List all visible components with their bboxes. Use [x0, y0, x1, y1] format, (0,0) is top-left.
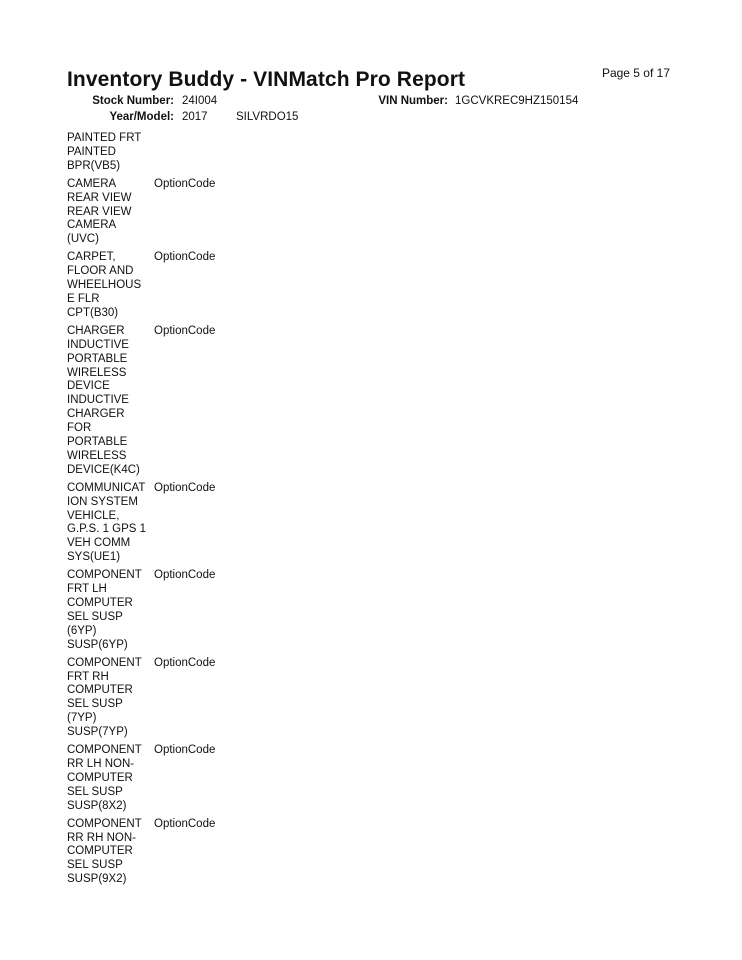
option-item: [67, 178, 267, 248]
option-description-line: REAR VIEW: [67, 205, 132, 218]
option-description-line: INDUCTIVE: [67, 338, 129, 351]
option-list: [67, 132, 267, 891]
option-description-line: (7YP): [67, 712, 97, 725]
option-description: [67, 818, 154, 888]
option-description-line: FRT RH: [67, 670, 109, 683]
stock-number-label: Stock Number:: [92, 95, 174, 107]
option-description-line: WHEELHOUS: [67, 279, 142, 292]
option-description-line: BPR(VB5): [67, 159, 121, 172]
stock-number-value: 24I004: [182, 95, 218, 107]
option-item: [67, 744, 267, 814]
option-item: [67, 132, 267, 174]
option-item: [67, 818, 267, 888]
option-description: [67, 657, 154, 740]
option-description: [67, 325, 154, 478]
option-description-line: ION SYSTEM: [67, 495, 138, 508]
option-description-line: SUSP(9X2): [67, 873, 127, 886]
option-description-line: RR LH NON-: [67, 757, 135, 770]
option-description-line: PORTABLE: [67, 436, 128, 449]
option-description-line: COMPONENT: [67, 744, 142, 757]
option-description-line: SUSP(6YP): [67, 638, 128, 651]
option-description-line: DEVICE: [67, 380, 110, 393]
option-description-line: CAMERA: [67, 177, 117, 190]
option-description-line: PAINTED FRT: [67, 132, 142, 144]
option-item: [67, 569, 267, 652]
option-description-line: FLOOR AND: [67, 265, 134, 278]
option-description-line: FOR: [67, 422, 92, 435]
option-description-line: COMPUTER: [67, 845, 133, 858]
option-code: OptionCode: [154, 481, 216, 494]
option-description-line: DEVICE(K4C): [67, 463, 140, 476]
vin-number-value: 1GCVKREC9HZ150154: [455, 95, 579, 107]
option-code: OptionCode: [154, 744, 216, 757]
option-item: [67, 482, 267, 565]
option-code: OptionCode: [154, 251, 216, 264]
option-description-line: SEL SUSP: [67, 785, 123, 798]
vin-number-label: VIN Number:: [378, 95, 448, 107]
year-model-label: Year/Model:: [109, 111, 174, 123]
option-code: OptionCode: [154, 656, 216, 669]
option-description-line: RR RH NON-: [67, 831, 136, 844]
option-description-line: SUSP(8X2): [67, 799, 127, 812]
option-description-line: PAINTED: [67, 145, 116, 158]
option-description-line: COMPUTER: [67, 684, 133, 697]
option-description-line: COMPUTER: [67, 771, 133, 784]
option-description: [67, 482, 154, 565]
option-description-line: COMPUTER: [67, 597, 133, 609]
option-description: [67, 132, 154, 174]
option-description-line: G.P.S. 1 GPS 1: [67, 523, 147, 536]
option-description-line: SEL SUSP: [67, 698, 123, 711]
option-description-line: COMPONENT: [67, 817, 142, 830]
option-description-line: FRT LH: [67, 583, 107, 596]
option-description: [67, 569, 154, 652]
option-description: [67, 744, 154, 814]
option-code: OptionCode: [154, 817, 216, 830]
option-description-line: SEL SUSP: [67, 859, 123, 872]
option-item: [67, 657, 267, 740]
option-description-line: CHARGER: [67, 324, 125, 337]
option-description-line: REAR VIEW: [67, 191, 132, 204]
option-code: OptionCode: [154, 177, 216, 190]
option-description-line: E FLR: [67, 292, 100, 305]
option-item: [67, 251, 267, 321]
option-description-line: COMMUNICAT: [67, 481, 146, 494]
option-description-line: SUSP(7YP): [67, 726, 128, 739]
option-description-line: PORTABLE: [67, 352, 128, 365]
option-description-line: SYS(UE1): [67, 551, 121, 564]
option-description-line: WIRELESS: [67, 449, 127, 462]
option-description-line: COMPONENT: [67, 569, 142, 582]
option-description-line: (6YP): [67, 624, 97, 637]
option-description-line: CAMERA: [67, 219, 117, 232]
option-description-line: CPT(B30): [67, 306, 119, 319]
year-value: 2017: [182, 111, 208, 123]
option-description-line: COMPONENT: [67, 656, 142, 669]
option-item: [67, 325, 267, 478]
option-description-line: CARPET,: [67, 251, 116, 264]
option-description-line: INDUCTIVE: [67, 394, 129, 407]
option-code: OptionCode: [154, 324, 216, 337]
option-description-line: VEHICLE,: [67, 509, 120, 522]
option-description-line: SEL SUSP: [67, 610, 123, 623]
option-description-line: WIRELESS: [67, 366, 127, 379]
report-title: Inventory Buddy - VINMatch Pro Report: [67, 68, 466, 91]
option-description-line: CHARGER: [67, 408, 125, 421]
option-description-line: (UVC): [67, 233, 99, 246]
page-number: Page 5 of 17: [601, 66, 670, 80]
option-description-line: VEH COMM: [67, 537, 131, 550]
model-value: SILVRDO15: [236, 111, 299, 123]
option-description: [67, 178, 154, 248]
option-code: OptionCode: [154, 569, 216, 582]
option-description: [67, 251, 154, 321]
